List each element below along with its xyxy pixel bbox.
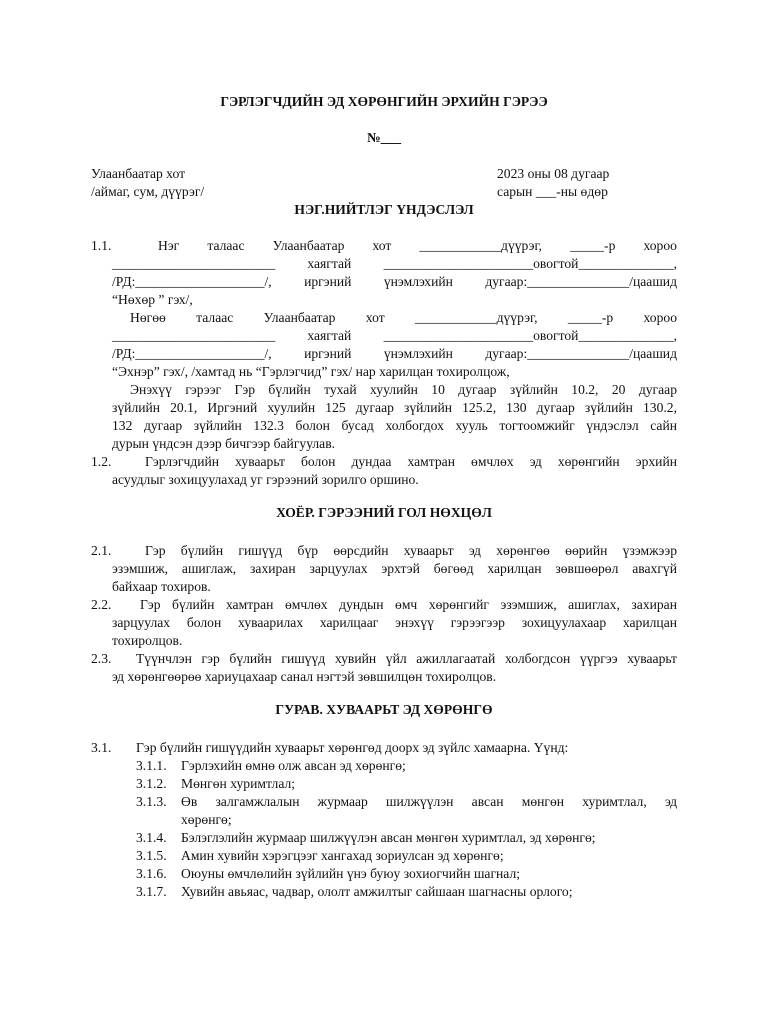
clause-2-2-line-2: зарцуулах болон хуваарилах харилцааг энэхүү гэрээгээр зохицуулахаар харилцан xyxy=(112,615,677,630)
list-item-number: 3.1.6. xyxy=(136,866,167,881)
list-item-text: Бэлэглэлийн журмаар шилжүүлэн авсан мөнгөн хуримтлал, эд хөрөнгө; xyxy=(181,830,596,845)
clause-1-2-line-1: Гэрлэгчдийн хуваарьт болон дундаа хамтран өмчлөх эд хөрөнгийн эрхийн xyxy=(145,454,677,469)
document-title: ГЭРЛЭГЧДИЙН ЭД ХӨРӨНГИЙН ЭРХИЙН ГЭРЭЭ xyxy=(220,94,548,109)
clause-2-3-line-1: Түүнчлэн гэр бүлийн гишүүд хувийн үйл ажиллагаатай холбогдсон үүргээ хуваарьт xyxy=(136,651,677,666)
clause-2-1-line-1: Гэр бүлийн гишүүд бүр өөрсдийн хуваарьт эд хөрөнгөө өөрийн үзэмжээр xyxy=(145,543,677,558)
clause-1-1-line-10: зүйлийн 20.1, Иргэний хуулийн 125 дугаар зүйлийн 125.2, 130 дугаар зүйлийн 130.2, xyxy=(112,400,677,415)
date-line-2: сарын ___-ны өдөр xyxy=(497,184,608,199)
list-item-number: 3.1.3. xyxy=(136,794,167,809)
date-line-1: 2023 оны 08 дугаар xyxy=(497,166,610,181)
list-item-text: Хувийн авьяас, чадвар, ололт амжилтыг сайшаан шагнасны орлого; xyxy=(181,884,573,899)
clause-2-2-line-1: Гэр бүлийн хамтран өмчлөх дундын өмч хөрөнгийг эзэмшиж, ашиглах, захиран xyxy=(140,597,677,612)
clause-number-2-2: 2.2. xyxy=(91,597,112,612)
clause-1-1-line-4: “Нөхөр ” гэх/, xyxy=(112,292,193,307)
clause-2-1-line-3: байхаар тохиров. xyxy=(112,579,211,594)
clause-1-1-line-1: Нэг талаас Улаанбаатар хот ____________дүүрэг, _____-р хороо xyxy=(158,238,677,253)
clause-2-2-line-3: тохиролцов. xyxy=(112,633,183,648)
clause-number-3-1: 3.1. xyxy=(91,740,112,755)
list-item-number: 3.1.1. xyxy=(136,758,167,773)
clause-1-1-line-6: ________________________ хаягтай ______________________овогтой______________, xyxy=(112,328,677,343)
section-heading-3: ГУРАВ. ХУВААРЬТ ЭД ХӨРӨНГӨ xyxy=(275,702,493,717)
clause-1-1-line-2: ________________________ хаягтай ______________________овогтой______________, xyxy=(112,256,677,271)
clause-number-2-3: 2.3. xyxy=(91,651,112,666)
list-item-number: 3.1.2. xyxy=(136,776,167,791)
list-item-text: Гэрлэхийн өмнө олж авсан эд хөрөнгө; xyxy=(181,758,406,773)
clause-1-1-line-3: /РД:___________________/, иргэний үнэмлэхийн дугаар:_______________/цаашид xyxy=(112,274,677,289)
section-heading-1: НЭГ.НИЙТЛЭГ ҮНДЭСЛЭЛ xyxy=(294,202,474,217)
list-item-text: Өв залгамжлалын журмаар шилжүүлэн авсан мөнгөн хуримтлал, эд xyxy=(181,794,677,809)
clause-2-3-line-2: эд хөрөнгөөрөө хариуцахаар санал нэгтэй зөвшилцөн тохиролцов. xyxy=(112,669,497,684)
list-item-number: 3.1.5. xyxy=(136,848,167,863)
clause-number-1-1: 1.1. xyxy=(91,238,112,253)
section-heading-2: ХОЁР. ГЭРЭЭНИЙ ГОЛ НӨХЦӨЛ xyxy=(276,505,492,520)
place-line-2: /аймаг, сум, дүүрэг/ xyxy=(91,184,205,199)
clause-number-1-2: 1.2. xyxy=(91,454,112,469)
list-item-number: 3.1.4. xyxy=(136,830,167,845)
list-item-text: Мөнгөн хуримтлал; xyxy=(181,776,296,791)
clause-1-1-line-8: “Эхнэр” гэх/, /хамтад нь “Гэрлэгчид” гэх/ нар харилцан тохиролцож, xyxy=(112,364,510,379)
list-item-text: Оюуны өмчлөлийн зүйлийн үнэ буюу зохиогчийн шагнал; xyxy=(181,866,521,881)
clause-1-1-line-7: /РД:___________________/, иргэний үнэмлэхийн дугаар:_______________/цаашид xyxy=(112,346,677,361)
list-item-text-continued: хөрөнгө; xyxy=(181,812,232,827)
clause-1-1-line-5: Нөгөө талаас Улаанбаатар хот ____________дүүрэг, _____-р хороо xyxy=(130,310,677,325)
document-number: №___ xyxy=(366,130,402,145)
clause-1-1-line-12: дурын үндсэн дээр бичгээр байгуулав. xyxy=(112,436,336,451)
clause-3-1-text: Гэр бүлийн гишүүдийн хуваарьт хөрөнгөд доорх эд зүйлс хамаарна. Үүнд: xyxy=(136,740,569,755)
clause-1-2-line-2: асуудлыг зохицуулахад уг гэрээний зорилго оршино. xyxy=(112,472,419,487)
clause-1-1-line-9: Энэхүү гэрээг Гэр бүлийн тухай хуулийн 10 дугаар зүйлийн 10.2, 20 дугаар xyxy=(130,382,677,397)
clause-2-1-line-2: эзэмшиж, ашиглаж, захиран зарцуулах эрхтэй бөгөөд харилцан зөвшөөрөл авахгүй xyxy=(112,561,677,576)
place-line-1: Улаанбаатар хот xyxy=(91,166,186,181)
list-item-text: Амин хувийн хэрэгцээг хангахад зориулсан эд хөрөнгө; xyxy=(181,848,504,863)
clause-1-1-line-11: 132 дугаар зүйлийн 132.3 болон бусад холбогдох хууль тогтоомжийг үндэслэл сайн xyxy=(112,418,677,433)
list-item-number: 3.1.7. xyxy=(136,884,167,899)
clause-number-2-1: 2.1. xyxy=(91,543,112,558)
